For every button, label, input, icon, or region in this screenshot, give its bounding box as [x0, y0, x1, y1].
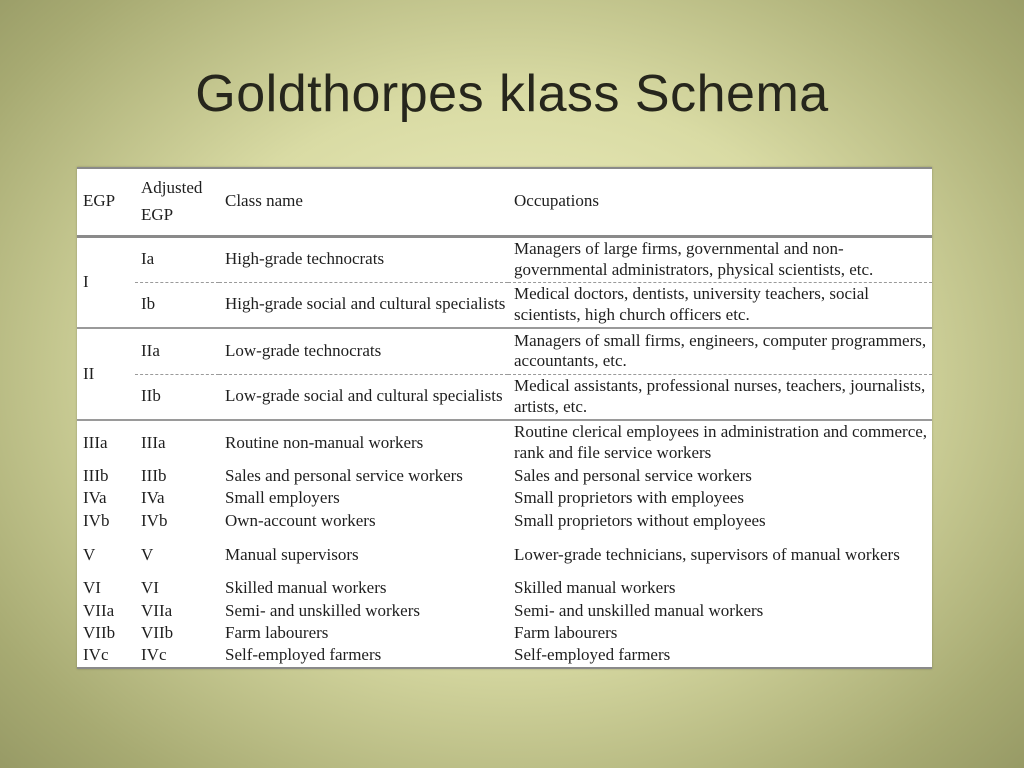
class-name-cell: Low-grade social and cultural specialists: [219, 374, 508, 420]
class-name-cell: Sales and personal service workers: [225, 465, 463, 485]
class-name-cell: High-grade technocrats: [219, 236, 508, 282]
class-name-cell: Self-employed farmers: [219, 645, 508, 668]
egp-cell: V: [83, 544, 96, 564]
class-name-cell: Skilled manual workers: [225, 578, 387, 598]
table-row: [77, 374, 932, 420]
table-row: [77, 328, 932, 374]
class-name-cell: Small employers: [225, 488, 340, 508]
egp-cell: VI: [83, 578, 101, 598]
occupations-cell: Farm labourers: [514, 623, 618, 643]
adjusted-egp-cell: Ib: [135, 282, 219, 328]
adjusted-egp-cell: IIIb: [141, 465, 167, 485]
class-name-cell: High-grade social and cultural specialists: [219, 282, 508, 328]
table-row: [77, 578, 932, 601]
egp-cell: VIIa: [83, 600, 115, 620]
table-row: [77, 420, 932, 465]
header-adjusted-line1: Adjusted: [141, 178, 203, 198]
egp-cell: IVb: [83, 510, 110, 530]
table-row: [77, 645, 932, 668]
header-adjusted-line2: EGP: [141, 204, 174, 224]
adjusted-egp-cell: IIIa: [141, 432, 166, 452]
egp-cell: IVa: [83, 488, 107, 508]
occupations-cell: Managers of large firms, governmental and non-governmental administrators, physical scientists, etc.: [508, 236, 932, 282]
table-row: [77, 510, 932, 533]
table-row: [77, 533, 932, 578]
occupations-cell: Managers of small firms, engineers, computer programmers, accountants, etc.: [508, 328, 932, 374]
egp-cell: II: [77, 328, 135, 420]
adjusted-egp-cell: IVa: [141, 488, 165, 508]
adjusted-egp-cell: VIIb: [141, 623, 174, 643]
egp-cell: I: [77, 236, 135, 328]
class-name-cell: Manual supervisors: [225, 544, 359, 564]
occupations-cell: Small proprietors without employees: [514, 510, 766, 530]
class-name-cell: Routine non-manual workers: [225, 432, 424, 452]
class-name-cell: Low-grade technocrats: [219, 328, 508, 374]
class-name-cell: Own-account workers: [225, 510, 376, 530]
table-row: [77, 236, 932, 282]
header-adjusted-egp: [135, 168, 219, 236]
egp-cell: IVc: [77, 645, 135, 668]
header-egp: EGP: [77, 168, 135, 236]
table-row: [77, 600, 932, 623]
class-schema-table: [77, 167, 932, 669]
adjusted-egp-cell: IIb: [135, 374, 219, 420]
occupations-cell: Lower-grade technicians, supervisors of manual workers: [514, 544, 900, 564]
header-class-name: Class name: [219, 168, 508, 236]
occupations-cell: Semi- and unskilled manual workers: [514, 600, 764, 620]
egp-cell: VIIb: [83, 623, 116, 643]
slide-title: Goldthorpes klass Schema: [195, 65, 829, 123]
adjusted-egp-cell: IVb: [141, 510, 168, 530]
table-row: [77, 282, 932, 328]
adjusted-egp-cell: IIa: [135, 328, 219, 374]
adjusted-egp-cell: V: [141, 544, 154, 564]
adjusted-egp-cell: IVc: [135, 645, 219, 668]
class-name-cell: Semi- and unskilled workers: [225, 600, 420, 620]
class-name-cell: Farm labourers: [225, 623, 329, 643]
adjusted-egp-cell: VIIa: [141, 600, 173, 620]
table-row: [77, 623, 932, 646]
table-row: [77, 465, 932, 488]
occupations-cell: Medical doctors, dentists, university teachers, social scientists, high church officers etc.: [508, 282, 932, 328]
header-occupations: Occupations: [508, 168, 932, 236]
egp-cell: IIIb: [83, 465, 109, 485]
table-header-row: [77, 168, 932, 236]
occupations-cell: Sales and personal service workers: [514, 465, 752, 485]
class-schema-table-container: [77, 167, 932, 669]
occupations-cell: Routine clerical employees in administration and commerce, rank and file service workers: [514, 422, 928, 462]
table-row: [77, 488, 932, 511]
adjusted-egp-cell: VI: [141, 578, 159, 598]
occupations-cell: Skilled manual workers: [514, 578, 676, 598]
occupations-cell: Self-employed farmers: [508, 645, 932, 668]
occupations-cell: Medical assistants, professional nurses, teachers, journalists, artists, etc.: [508, 374, 932, 420]
egp-cell: IIIa: [83, 432, 108, 452]
adjusted-egp-cell: Ia: [135, 236, 219, 282]
occupations-cell: Small proprietors with employees: [514, 488, 744, 508]
